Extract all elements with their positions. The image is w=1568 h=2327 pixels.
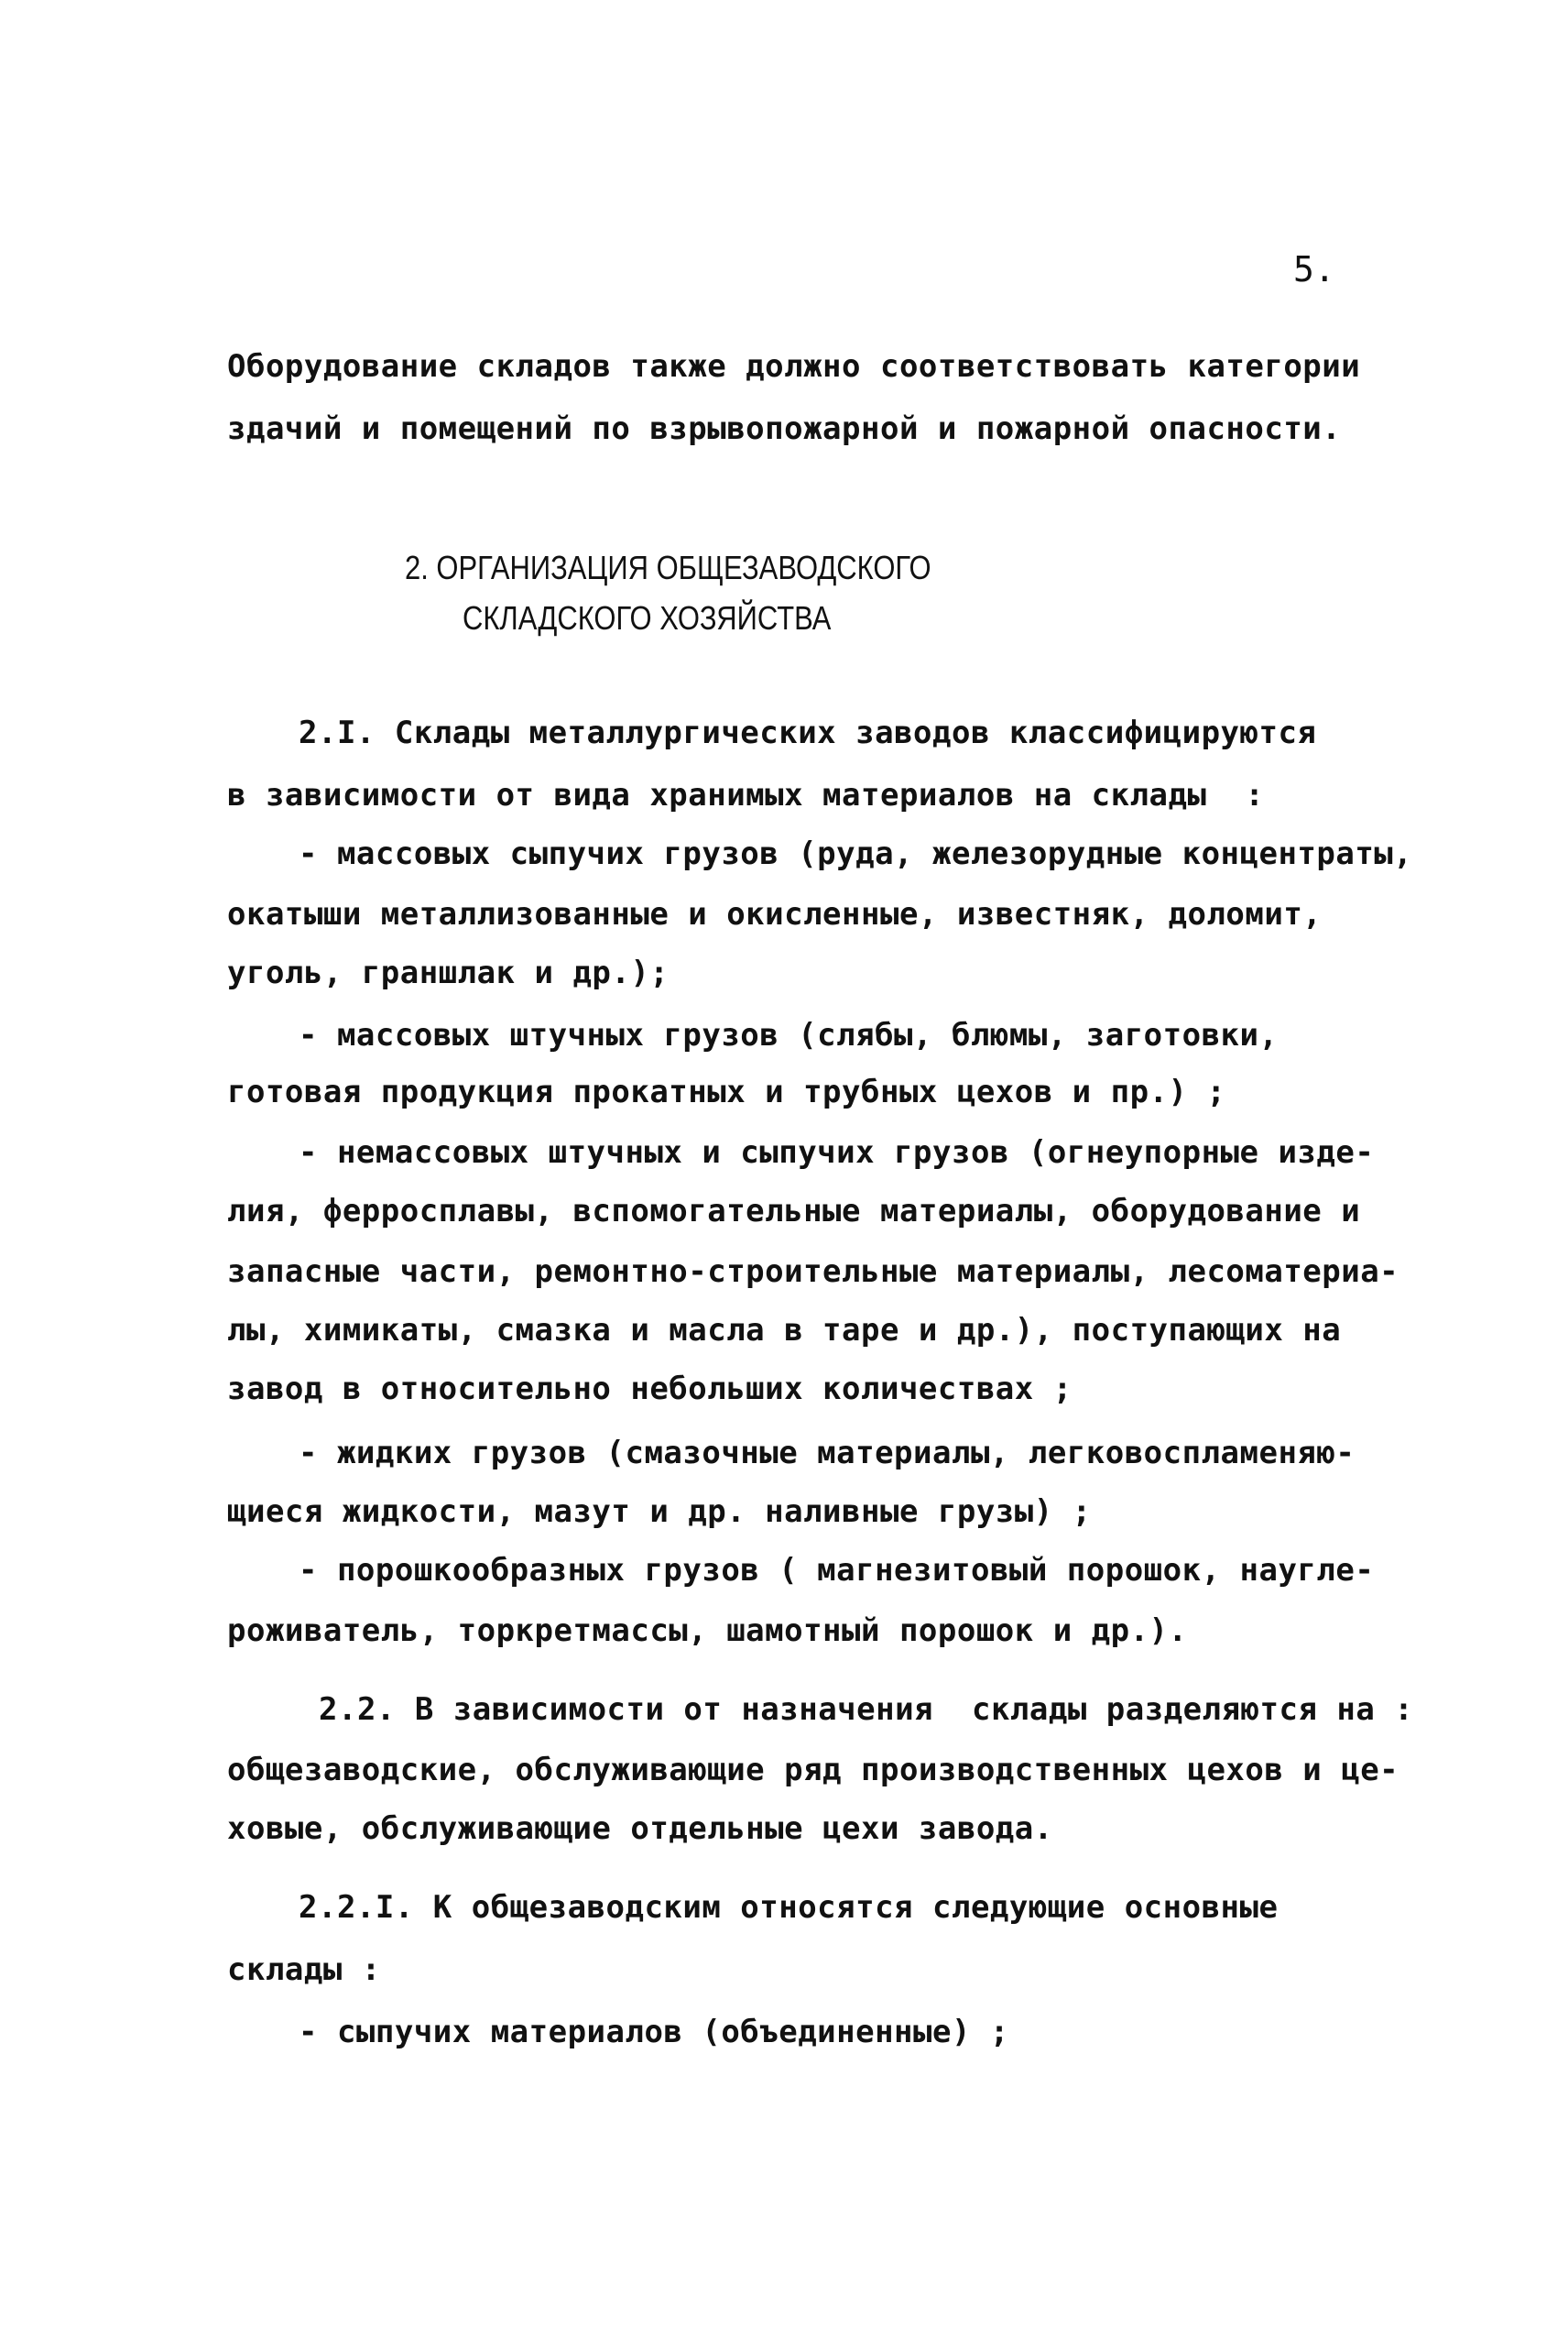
paragraph-line: в зависимости от вида хранимых материалов на склады :: [227, 777, 1265, 814]
paragraph-line: 2.2.I. К общезаводским относятся следующие основные: [299, 1889, 1279, 1926]
list-item-line: уголь, граншлак и др.);: [227, 955, 670, 991]
paragraph-line: общезаводские, обслуживающие ряд производственных цехов и це-: [227, 1752, 1399, 1788]
list-item-line: - порошкообразных грузов ( магнезитовый порошок, науглe-: [299, 1552, 1375, 1589]
paragraph-line: 2.I. Склады металлургических заводов классифицируются: [299, 715, 1317, 751]
list-item-line: готовая продукция прокатных и трубных цехов и пр.) ;: [227, 1074, 1226, 1110]
list-item-line: - жидких грузов (смазочные материалы, легковоспламеняю-: [299, 1435, 1356, 1471]
section-heading-line-1: 2. ОРГАНИЗАЦИЯ ОБЩЕЗАВОДСКОГО: [405, 549, 931, 586]
paragraph-line: склады :: [227, 1951, 381, 1988]
page-number: 5.: [1293, 249, 1335, 290]
list-item-line: завод в относительно небольших количествах ;: [227, 1371, 1073, 1407]
list-item-line: - немассовых штучных и сыпучих грузов (огнеупорные изде-: [299, 1134, 1375, 1171]
list-item-line: роживатель, торкретмассы, шамотный порошок и др.).: [227, 1612, 1188, 1649]
paragraph-line: ховые, обслуживающие отдельные цехи завода.: [227, 1810, 1053, 1847]
intro-line-2: здачий и помещений по взрывопожарной и пожарной опасности.: [227, 410, 1342, 447]
list-item-line: окатыши металлизованные и окисленные, известняк, доломит,: [227, 896, 1323, 933]
list-item-line: лия, ферросплавы, вспомогательные материалы, оборудование и: [227, 1193, 1361, 1229]
list-item-line: - массовых сыпучих грузов (руда, железорудные концентраты,: [299, 836, 1413, 872]
intro-line-1: Оборудование складов также должно соответствовать категории: [227, 348, 1361, 385]
list-item-line: - массовых штучных грузов (слябы, блюмы, заготовки,: [299, 1017, 1279, 1054]
list-item-line: - сыпучих материалов (объединенные) ;: [299, 2014, 1009, 2050]
paragraph-line: 2.2. В зависимости от назначения склады разделяются на :: [319, 1691, 1414, 1728]
list-item-line: щиеся жидкости, мазут и др. наливные грузы) ;: [227, 1493, 1092, 1530]
list-item-line: запасные части, ремонтно-строительные материалы, лесоматериа-: [227, 1253, 1399, 1290]
section-heading-line-2: СКЛАДСКОГО ХОЗЯЙСТВА: [463, 599, 832, 637]
list-item-line: лы, химикаты, смазка и масла в таре и др.), поступающих на: [227, 1312, 1342, 1349]
